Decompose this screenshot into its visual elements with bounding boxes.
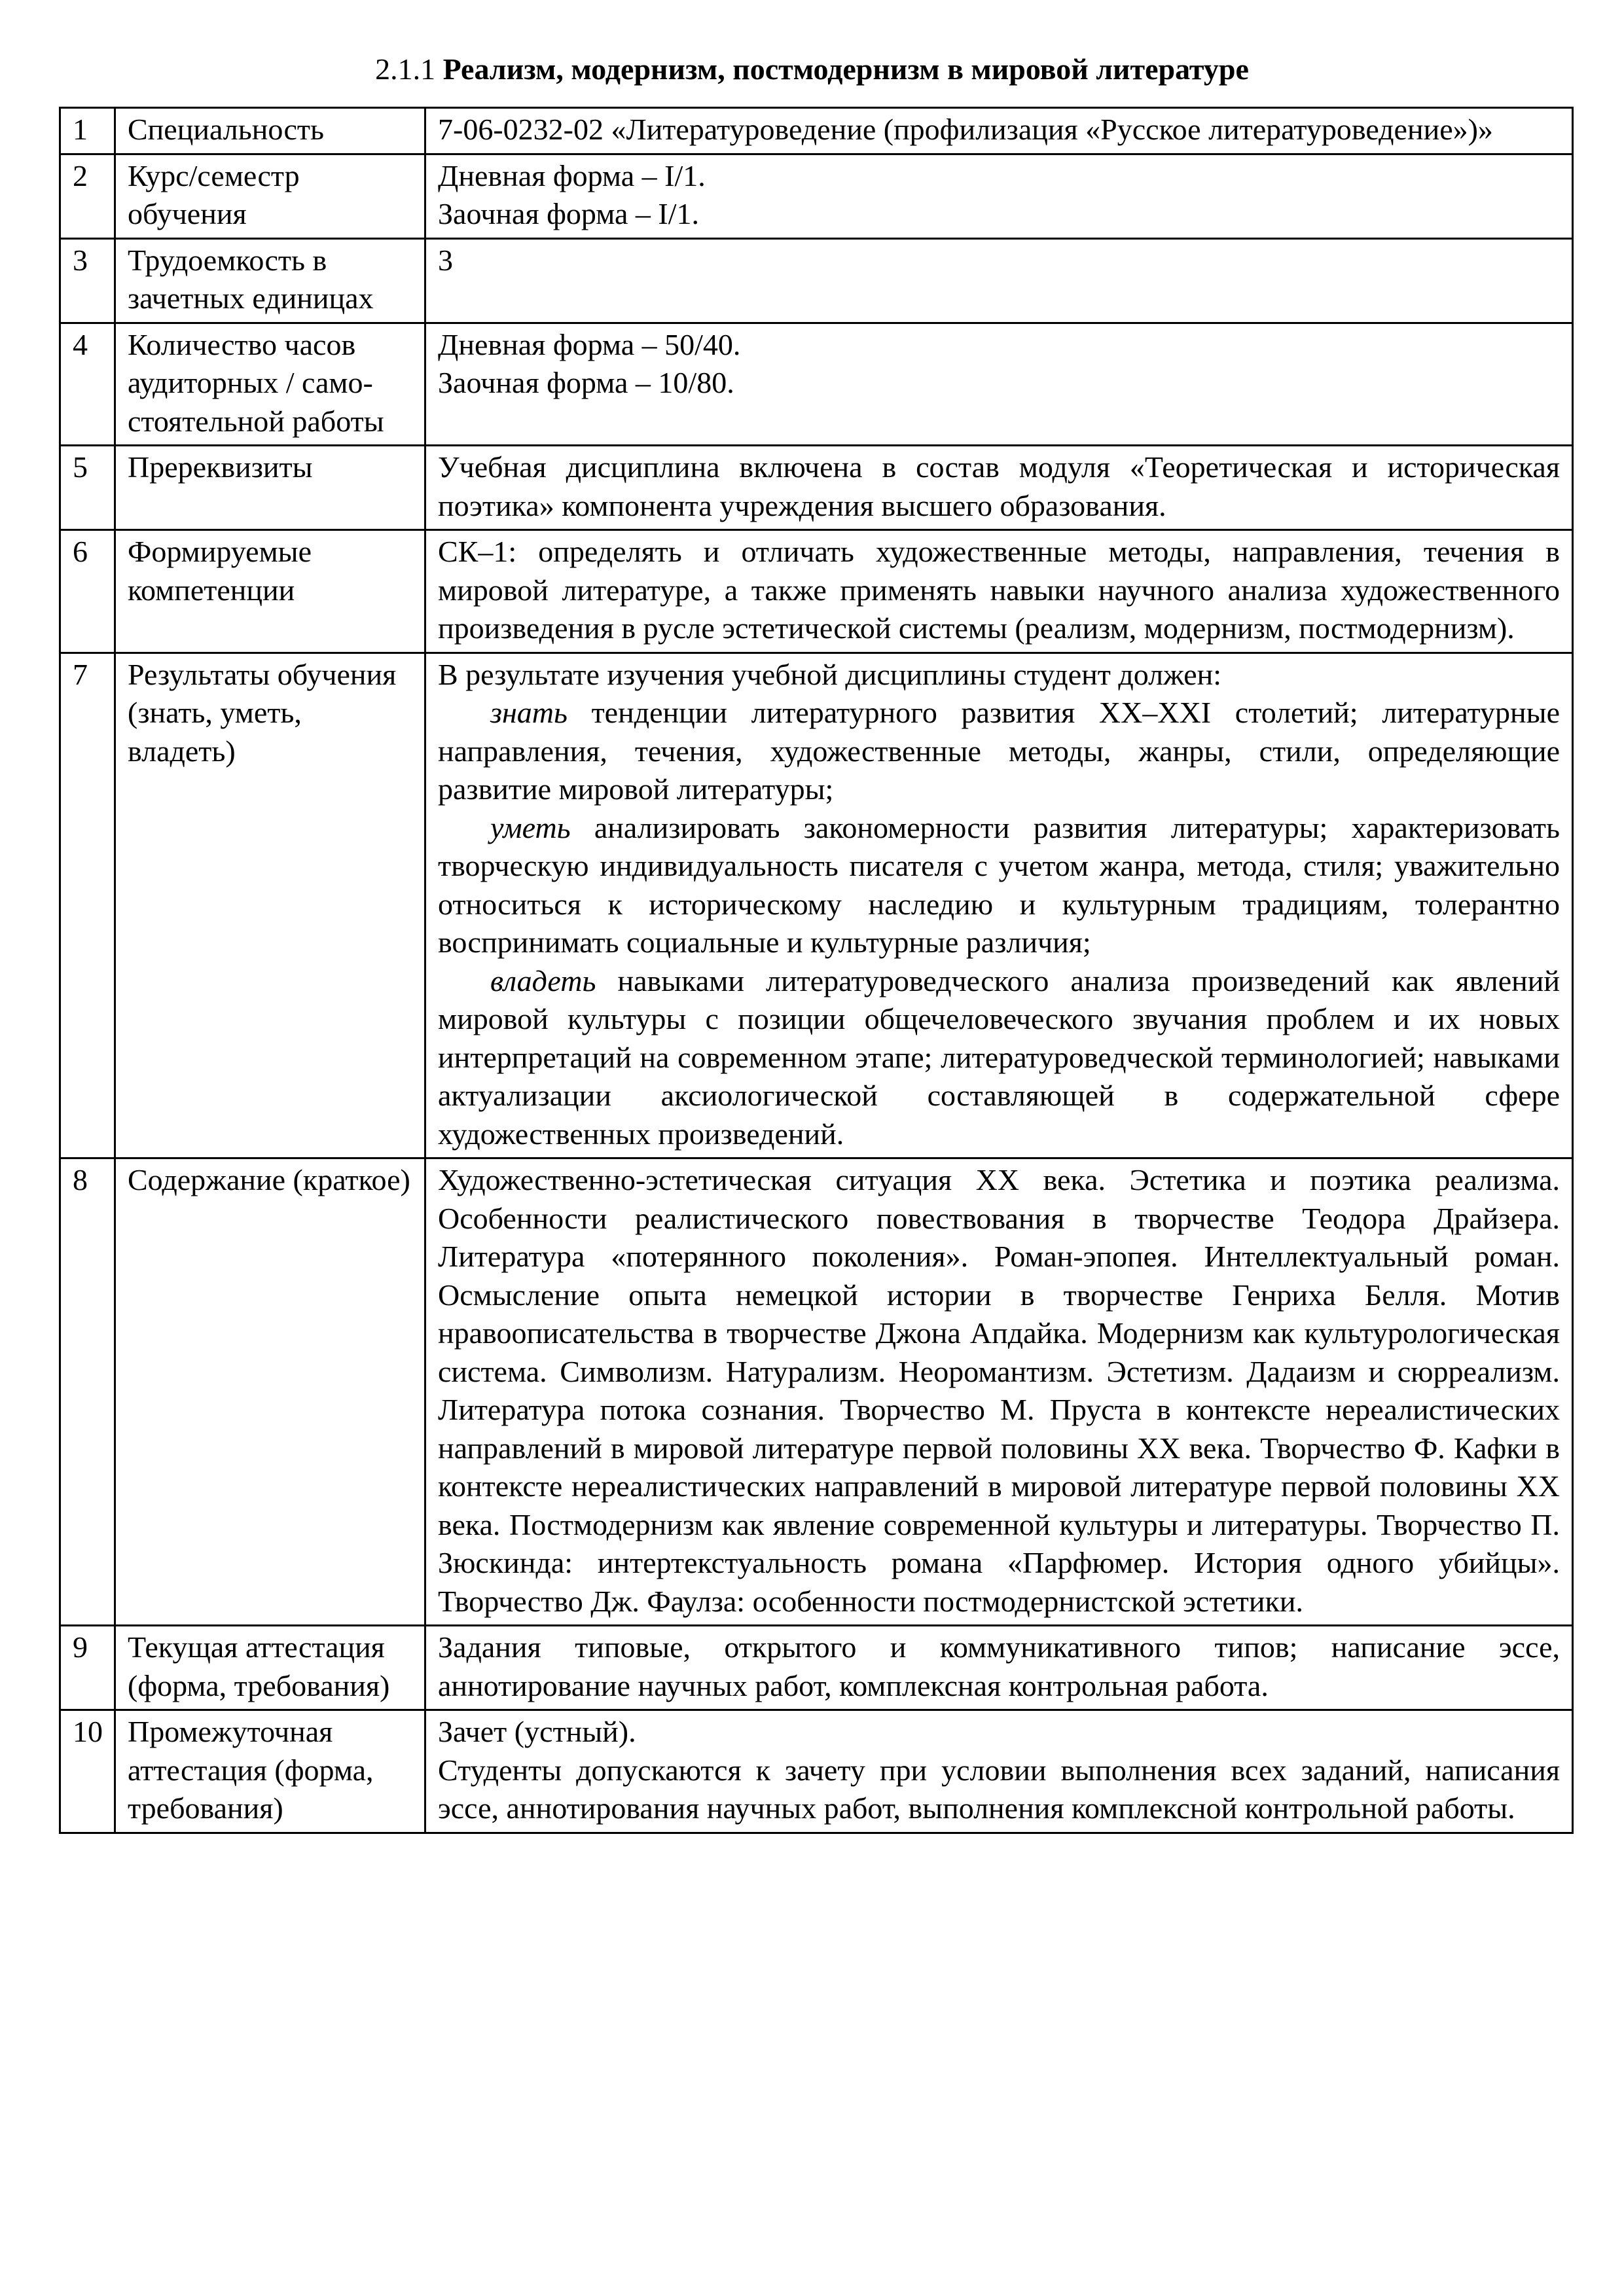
table-row (60, 1158, 1573, 1626)
own-term: владеть (490, 963, 596, 997)
table-row (60, 323, 1573, 446)
results-intro: В результате изучения учебной дисциплины студент должен: (438, 657, 1222, 691)
row-value (425, 530, 1573, 653)
section-title: Реализм, модернизм, постмодернизм в мировой литературе (442, 52, 1249, 86)
row-number: 2 (60, 154, 115, 238)
value-line: Зачет (устный). (438, 1715, 636, 1748)
row-number: 8 (60, 1158, 115, 1626)
row-number: 7 (60, 653, 115, 1158)
value-line: Заочная форма – I/1. (438, 197, 700, 230)
row-value (425, 446, 1573, 530)
row-label: Специальность (115, 108, 425, 154)
value-text: Учебная дисциплина включена в состав модуля «Теоретическая и историческая поэтика» компонента учреждения высшего образования. (438, 450, 1560, 522)
value-line: Дневная форма – 50/40. (438, 327, 741, 361)
row-label: Промежуточная аттестация (форма, требования) (115, 1710, 425, 1833)
row-value (425, 108, 1573, 154)
page-title (0, 51, 1624, 88)
results-can (438, 809, 1560, 962)
table-row (60, 154, 1573, 238)
row-number: 5 (60, 446, 115, 530)
discipline-table (59, 107, 1574, 1834)
table-row (60, 108, 1573, 154)
row-value (425, 238, 1573, 323)
row-value (425, 323, 1573, 446)
know-term: знать (490, 696, 568, 729)
value-text: 7-06-0232-02 «Литературоведение (профилизация «Русское литературоведение»)» (438, 113, 1493, 146)
value-line: Дневная форма – I/1. (438, 158, 706, 192)
row-value (425, 1158, 1573, 1626)
row-value (425, 154, 1573, 238)
value-text: СК–1: определять и отличать художественные методы, направления, течения в мировой литературе, а также применять навыки научного анализа художественного произведения в русле эстетической системы (реализм, модернизм, постмодернизм). (438, 535, 1560, 645)
value-line: Студенты допускаются к зачету при условии выполнения всех заданий, написания эссе, аннотирования научных работ, выполнения комплексной контрольной работы. (438, 1753, 1560, 1825)
table-row (60, 446, 1573, 530)
row-number: 10 (60, 1710, 115, 1833)
value-text: Задания типовые, открытого и коммуникативного типов; написание эссе, аннотирование научных работ, комплексная контрольная работа. (438, 1630, 1560, 1702)
own-text: навыками литературоведческого анализа произведений как явлений мировой культуры с позиции общечеловеческого звучания проблем и их новых интерпретаций на современном этапе; литературоведческой терминологией; навыками актуализации аксиологической составляющей в содержательной сфере художественных произведений. (438, 963, 1560, 1151)
row-label: Пререквизиты (115, 446, 425, 530)
table-row (60, 530, 1573, 653)
table-row (60, 238, 1573, 323)
can-term: уметь (490, 810, 571, 844)
row-number: 9 (60, 1626, 115, 1710)
results-own (438, 962, 1560, 1154)
row-label: Результаты обучения (знать, уметь, владеть) (115, 653, 425, 1158)
row-label: Количество часов аудиторных / само-стоятельной работы (115, 323, 425, 446)
row-number: 3 (60, 238, 115, 323)
table-row (60, 1626, 1573, 1710)
row-label: Текущая аттестация (форма, требования) (115, 1626, 425, 1710)
row-number: 4 (60, 323, 115, 446)
row-value (425, 1626, 1573, 1710)
table-row (60, 653, 1573, 1158)
value-text: 3 (438, 243, 453, 277)
row-label: Курс/семестр обучения (115, 154, 425, 238)
row-label: Формируемые компетенции (115, 530, 425, 653)
row-label: Содержание (краткое) (115, 1158, 425, 1626)
section-number: 2.1.1 (375, 52, 436, 86)
row-label: Трудоемкость в зачетных единицах (115, 238, 425, 323)
row-number: 1 (60, 108, 115, 154)
row-value (425, 653, 1573, 1158)
row-value (425, 1710, 1573, 1833)
value-text: Художественно-эстетическая ситуация XX века. Эстетика и поэтика реализма. Особенности реалистического повествования в творчестве Теодора Драйзера. Литература «потерянного поколения». Роман-эпопея. Интеллектуальный роман. Осмысление опыта немецкой истории в творчестве Генриха Белля. Мотив нравоописательства в творчестве Джона Апдайка. Модернизм как культурологическая система. Символизм. Натурализм. Неоромантизм. Эстетизм. Дадаизм и сюрреализм. Литература потока сознания. Творчество М. Пруста в контексте нереалистических направлений в мировой литературе первой половины XX века. Творчество Ф. Кафки в контексте нереалистических направлений в мировой литературе первой половины XX века. Постмодернизм как явление современной культуры и литературы. Творчество П. Зюскинда: интертекстуальность романа «Парфюмер. История одного убийцы». Творчество Дж. Фаулза: особенности постмодернистской эстетики. (438, 1163, 1560, 1618)
can-text: анализировать закономерности развития литературы; характеризовать творческую индивидуальность писателя с учетом жанра, метода, стиля; уважительно относиться к историческому наследию и культурным традициям, толерантно воспринимать социальные и культурные различия; (438, 810, 1560, 959)
know-text: тенденции литературного развития XX–XXI столетий; литературные направления, течения, художественные методы, жанры, стили, определяющие развитие мировой литературы; (438, 696, 1560, 806)
row-number: 6 (60, 530, 115, 653)
results-know (438, 694, 1560, 809)
table-row (60, 1710, 1573, 1833)
value-line: Заочная форма – 10/80. (438, 366, 734, 399)
